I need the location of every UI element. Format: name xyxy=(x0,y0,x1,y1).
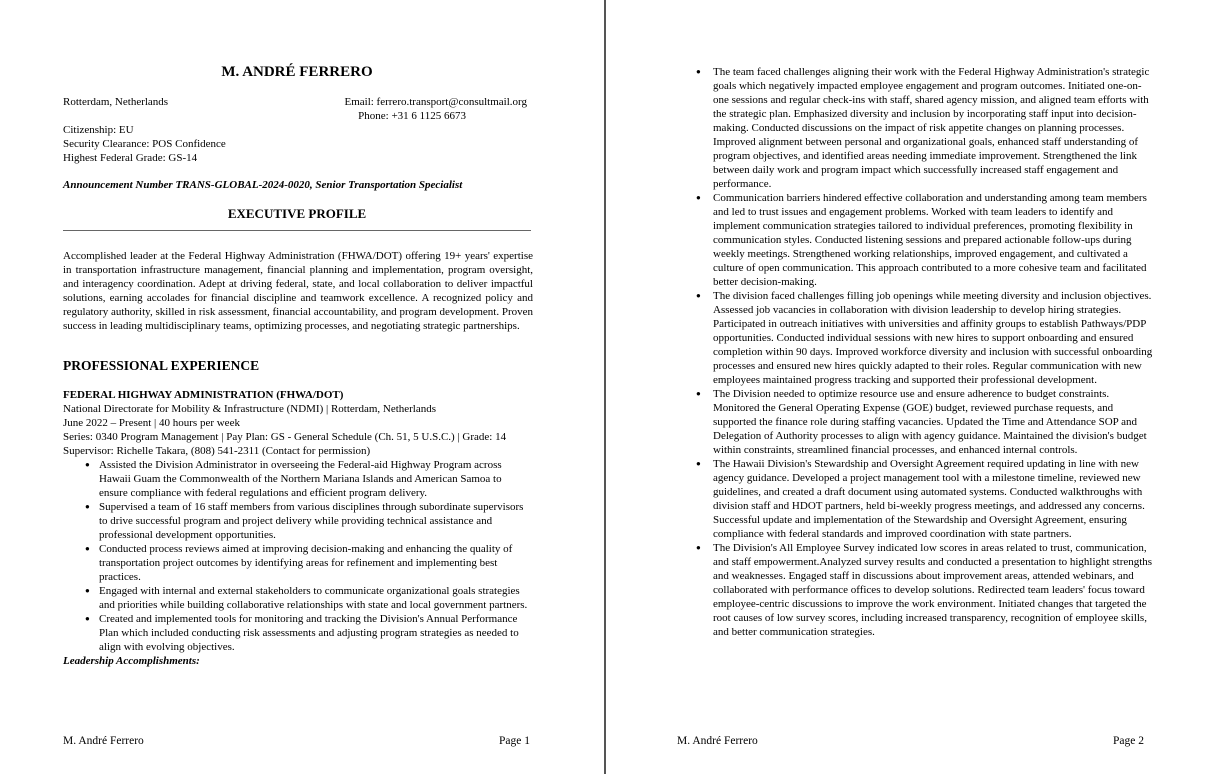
citizenship: Citizenship: EU xyxy=(63,124,134,136)
page-number: Page 1 xyxy=(499,735,530,747)
list-item: ● Communication barriers hindered effective collaboration and understanding among team members and led to trust issues and engagement problems. Worked with team leaders to identify and implement communication strategies tailored to individual preferences, promoting flexibility in communication styles. Conducted listening sessions and prepared actionable follow-ups during weekly meetings. Strengthened working relationships, improved engagement, and cultivated a culture of open communication. This approach contributed to a more cohesive team and facilitated better decision-making. xyxy=(713,191,1153,289)
email: Email: ferrero.transport@consultmail.org xyxy=(344,96,527,108)
list-item: ● Created and implemented tools for monitoring and tracking the Division's Annual Performance Plan which included conducting risk assessments and adjusting program strategies as needed to align with evolving objectives. xyxy=(99,612,533,654)
supervisor: Supervisor: Richelle Takara, (808) 541-2311 (Contact for permission) xyxy=(63,445,371,457)
list-item: ● Supervised a team of 16 staff members from various disciplines through subordinate supervisors to drive successful program and project delivery while providing technical assistance and professional development opportunities. xyxy=(99,500,533,542)
location: Rotterdam, Netherlands xyxy=(63,96,169,108)
resume-page-1 xyxy=(0,0,604,774)
executive-profile-heading: EXECUTIVE PROFILE xyxy=(227,206,367,221)
accomplishments-list xyxy=(713,65,1153,639)
list-item: ● The team faced challenges aligning their work with the Federal Highway Administration's strategic goals which negatively impacted employee engagement and program outcomes. Initiated one-on-one sessions and regular check-ins with staff, shared agency mission, and aligned team efforts with the strategic plan. Emphasized diversity and inclusion by incorporating staff input into decision-making. Conducted discussions on the impact of risk appetite changes on planning processes. Improved alignment between personal and organizational goals, enhanced staff understanding of program objectives, and identified areas needing immediate improvement. Strengthened the link between daily work and program impact which successfully increased staff engagement and performance. xyxy=(713,65,1153,191)
candidate-name: M. ANDRÉ FERRERO xyxy=(221,64,373,80)
list-item: ● The division faced challenges filling job openings while meeting diversity and inclusion objectives. Assessed job vacancies in collaboration with division leadership to develop hiring strategies. Participated in outreach initiatives with universities and affinity groups to establish Pathways/PDP opportunities. Conducted individual sessions with new hires to support onboarding and ensured completion within 90 days. Improved workforce diversity and inclusion with successful onboarding processes and ensured new hires quickly adapted to their roles. Regular communication with new employees maintained progress tracking and supported their professional development. xyxy=(713,289,1153,387)
phone: Phone: +31 6 1125 6673 xyxy=(358,110,466,122)
footer-author: M. André Ferrero xyxy=(677,735,758,747)
accomplishments-section xyxy=(713,65,1153,639)
list-item: ● Engaged with internal and external stakeholders to communicate organizational goals strategies and priorities while building collaborative relationships with state and local government partners. xyxy=(99,584,533,612)
list-item: ● Assisted the Division Administrator in overseeing the Federal-aid Highway Program across Hawaii Guam the Commonwealth of the Northern Mariana Islands and American Samoa to ensure compliance with federal regulations and efficient program delivery. xyxy=(99,458,533,500)
list-item: ● The Hawaii Division's Stewardship and Oversight Agreement required updating in line with new agency guidance. Developed a project management tool with a milestone timeline, reviewed new guidelines, and created a draft document using automated systems. Conducted walkthroughs with division staff and HDOT partners, held bi-weekly progress meetings, and addressed any concerns. Successful update and implementation of the Stewardship and Oversight Agreement, ensuring compliance with federal standards and improved coordination with state partners. xyxy=(713,457,1153,541)
contact-block xyxy=(300,95,527,123)
list-item: ● The Division needed to optimize resource use and ensure adherence to budget constraints. Monitored the General Operating Expense (GOE) budget, reviewed purchase requests, and supported the finance role during staffing vacancies. Updated the Time and Attendance SOP and Delegation of Authority processes to align with agency guidance. Maintained the division's budget within constraints, streamlined financial processes, and enhanced internal controls. xyxy=(713,387,1153,457)
security-clearance: Security Clearance: POS Confidence xyxy=(63,138,226,150)
professional-experience-heading: PROFESSIONAL EXPERIENCE xyxy=(63,358,260,373)
job-entry xyxy=(63,388,533,668)
leadership-accomplishments-heading: Leadership Accomplishments: xyxy=(63,655,200,667)
highest-grade: Highest Federal Grade: GS-14 xyxy=(63,152,198,164)
executive-profile-text: Accomplished leader at the Federal Highway Administration (FHWA/DOT) offering 19+ years' expertise in transportation infrastructure management, financial planning and implementation, program oversight, and interagency coordination. Adept at driving federal, state, and local collaboration to deliver impactful solutions, earning accolades for financial discipline and teamwork excellence. A recognized policy and regulatory authority, skilled in risk assessment, financial accountability, and program development. Proven success in leading multidisciplinary teams, optimizing processes, and negotiating strategic partnerships. xyxy=(63,250,533,332)
footer-author: M. André Ferrero xyxy=(63,735,144,747)
job-series: Series: 0340 Program Management | Pay Plan: GS - General Schedule (Ch. 51, 5 U.S.C.) | Grade: 14 xyxy=(63,431,507,443)
section-divider xyxy=(63,230,531,231)
page-number: Page 2 xyxy=(1113,735,1144,747)
announcement-number: Announcement Number TRANS-GLOBAL-2024-0020, Senior Transportation Specialist xyxy=(63,179,463,191)
list-item: ● Conducted process reviews aimed at improving decision-making and enhancing the quality of transportation project outcomes by identifying areas for refinement and implementing best practices. xyxy=(99,542,533,584)
job-dates: June 2022 – Present | 40 hours per week xyxy=(63,417,240,429)
employer-name: FEDERAL HIGHWAY ADMINISTRATION (FHWA/DOT) xyxy=(63,389,344,401)
duties-list xyxy=(63,458,533,654)
directorate: National Directorate for Mobility & Infrastructure (NDMI) | Rotterdam, Netherlands xyxy=(63,403,437,415)
list-item: ● The Division's All Employee Survey indicated low scores in areas related to trust, communication, and staff empowerment.Analyzed survey results and conducted a presentation to highlight strengths and weaknesses. Engaged staff in discussions about improvement areas, attended webinars, and collaborated with performance offices to develop solutions. Redirected team leaders' focus toward employee-centric discussions to improve the work environment. Initiated changes that targeted the root causes of low survey scores, including increased transparency, recognition of employee skills, and better communication strategies. xyxy=(713,541,1153,639)
candidate-meta xyxy=(63,123,226,165)
resume-page-2 xyxy=(606,0,1209,774)
